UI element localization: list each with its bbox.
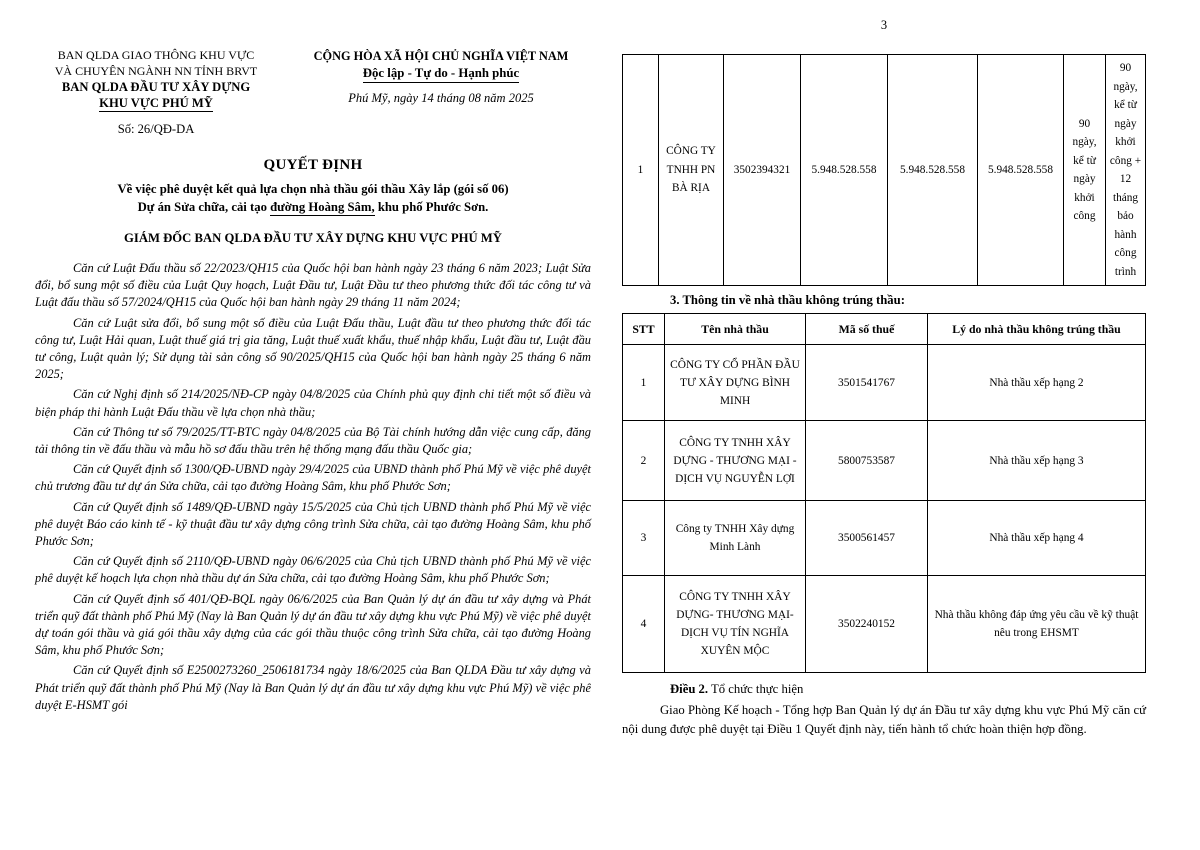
stt-cell: 4 xyxy=(623,576,665,673)
header-tax-id: Mã số thuế xyxy=(806,314,928,345)
section3-heading: 3. Thông tin về nhà thầu không trúng thầu: xyxy=(670,293,905,307)
national-header-block xyxy=(291,48,591,137)
org-name-line3: BAN QLDA ĐẦU TƯ XÂY DỰNG xyxy=(61,80,251,94)
winner-stt-cell: 1 xyxy=(623,55,659,286)
stt-cell: 2 xyxy=(623,421,665,501)
national-motto: Độc lập - Tự do - Hạnh phúc xyxy=(291,65,591,82)
legal-basis-paragraph: Căn cứ Quyết định số 1300/QĐ-UBND ngày 29/4/2025 của UBND thành phố Phú Mỹ về việc phê duyệt chủ trương đầu tư dự án Sửa chữa, cải tạo đường Hoàng Sâm, khu phố Phước Sơn; xyxy=(35,462,591,494)
winner-duration-cell: 90 ngày, kể từ ngày khởi công xyxy=(1064,55,1106,286)
table-row xyxy=(623,345,1146,421)
tax-id-cell: 3500561457 xyxy=(806,501,928,576)
issuer-line: GIÁM ĐỐC BAN QLDA ĐẦU TƯ XÂY DỰNG KHU VỰC PHÚ MỸ xyxy=(124,231,502,245)
left-page xyxy=(35,48,591,717)
header-stt: STT xyxy=(623,314,665,345)
org-name-line1: BAN QLDA GIAO THÔNG KHU VỰC xyxy=(57,48,255,62)
reason-cell: Nhà thầu không đáp ứng yêu cầu về kỹ thuật nêu trong EHSMT xyxy=(928,576,1146,673)
contractor-name-cell: CÔNG TY TNHH XÂY DỰNG- THƯƠNG MẠI-DỊCH VỤ TÍN NGHĨA XUYÊN MỘC xyxy=(665,576,806,673)
winning-contractor-row xyxy=(623,55,1146,286)
reason-cell: Nhà thầu xếp hạng 4 xyxy=(928,501,1146,576)
right-page xyxy=(622,18,1146,738)
legal-basis-section xyxy=(35,260,591,714)
org-name-line2: VÀ CHUYÊN NGÀNH NN TỈNH BRVT xyxy=(54,63,258,78)
tax-id-cell: 5800753587 xyxy=(806,421,928,501)
tax-id-cell: 3501541767 xyxy=(806,345,928,421)
winning-contractor-table xyxy=(622,54,1146,286)
stt-cell: 3 xyxy=(623,501,665,576)
table-row xyxy=(623,421,1146,501)
subtitle-line2: Dự án Sửa chữa, cải tạo đường Hoàng Sâm, khu phố Phước Sơn. xyxy=(137,199,489,214)
document-subtitle xyxy=(35,181,591,216)
underlined-road-name: đường Hoàng Sâm, xyxy=(270,199,375,214)
org-name-line4: KHU VỰC PHÚ MỸ xyxy=(99,96,213,110)
article2-body: Giao Phòng Kế hoạch - Tổng hợp Ban Quản lý dự án Đầu tư xây dựng khu vực Phú Mỹ căn cứ nội dung được phê duyệt tại Điều 1 Quyết định này, tiến hành tổ chức hoàn thiện hợp đồng. xyxy=(622,703,1146,736)
legal-basis-paragraph: Căn cứ Luật sửa đổi, bổ sung một số điều của Luật Đấu thầu, Luật đầu tư theo phương thức đối tác công tư, Luật Hải quan, Luật thuế giá trị gia tăng, Luật thuế xuất khẩu, thuế nhập khẩu, Luật đầu tư, Luật đầu tư công, Luật quản lý; Sử dụng tài sản công số 90/2025/QH15 của Quốc hội ban hành ngày 25 tháng 6 năm 2025; xyxy=(35,315,591,382)
winner-warranty-cell: 90 ngày, kể từ ngày khởi công + 12 tháng bảo hành công trình xyxy=(1106,55,1146,286)
issuing-org-block xyxy=(35,48,277,137)
article2-heading xyxy=(622,682,1146,697)
table-row xyxy=(623,501,1146,576)
title-block xyxy=(35,157,591,246)
non-winning-contractors-table xyxy=(622,313,1146,673)
tax-id-cell: 3502240152 xyxy=(806,576,928,673)
document-title: QUYẾT ĐỊNH xyxy=(263,157,363,173)
winner-name-cell: CÔNG TY TNHH PN BÀ RỊA xyxy=(659,55,724,286)
legal-basis-paragraph: Căn cứ Luật Đấu thầu số 22/2023/QH15 của Quốc hội ban hành ngày 23 tháng 6 năm 2023; Luật Sửa đổi, bổ sung một số điều của Luật Quy hoạch, Luật Đầu tư, Luật Đầu tư theo phương thức đối tác công tư và Luật đấu thầu số 57/2024/QH15 của Quốc hội ban hành ngày 29 tháng 11 năm 2024; xyxy=(35,261,591,310)
reason-cell: Nhà thầu xếp hạng 2 xyxy=(928,345,1146,421)
legal-basis-paragraph: Căn cứ Quyết định số 401/QĐ-BQL ngày 06/6/2025 của Ban Quản lý dự án đầu tư xây dựng và Phát triển quỹ đất thành phố Phú Mỹ (Nay là Ban Quản lý dự án đầu tư xây dựng khu vực Phú Mỹ) về việc phê duyệt dự toán gói thầu và giá gói thầu xây dựng của các gói thầu thuộc công trình Sửa chữa, cải tạo đường Hoàng Sâm, khu phố Phước Sơn; xyxy=(35,591,591,658)
document-header xyxy=(35,48,591,137)
document-dateline: Phú Mỹ, ngày 14 tháng 08 năm 2025 xyxy=(348,91,534,105)
header-contractor-name: Tên nhà thầu xyxy=(665,314,806,345)
stt-cell: 1 xyxy=(623,345,665,421)
winner-tax-id-cell: 3502394321 xyxy=(724,55,801,286)
contractor-name-cell: CÔNG TY CỔ PHẦN ĐẦU TƯ XÂY DỰNG BÌNH MINH xyxy=(665,345,806,421)
reason-cell: Nhà thầu xếp hạng 3 xyxy=(928,421,1146,501)
legal-basis-paragraph: Căn cứ Thông tư số 79/2025/TT-BTC ngày 04/8/2025 của Bộ Tài chính hướng dẫn việc cung cấp, đăng tải thông tin về đấu thầu và mẫu hồ sơ đấu thầu trên hệ thống mạng đấu thầu Quốc gia; xyxy=(35,424,591,457)
contractor-name-cell: Công ty TNHH Xây dựng Minh Lành xyxy=(665,501,806,576)
winner-bid-price-cell: 5.948.528.558 xyxy=(801,55,888,286)
winner-evaluated-price-cell: 5.948.528.558 xyxy=(888,55,978,286)
table-row xyxy=(623,576,1146,673)
article2-label: Điều 2. xyxy=(670,682,709,696)
header-reason: Lý do nhà thầu không trúng thầu xyxy=(928,314,1146,345)
legal-basis-paragraph: Căn cứ Quyết định số 1489/QĐ-UBND ngày 15/5/2025 của Chủ tịch UBND thành phố Phú Mỹ về việc phê duyệt Báo cáo kinh tế - kỹ thuật đầu tư xây dựng công trình Sửa chữa, cải tạo đường Hoàng Sâm, khu phố Phước Sơn; xyxy=(35,499,591,549)
page-number: 3 xyxy=(880,18,888,32)
subtitle-line1: Về việc phê duyệt kết quả lựa chọn nhà thầu gói thầu Xây lắp (gói số 06) xyxy=(117,182,509,196)
article2-title: Tổ chức thực hiện xyxy=(708,682,804,696)
contractor-name-cell: CÔNG TY TNHH XÂY DỰNG - THƯƠNG MẠI - DỊCH VỤ NGUYỄN LỢI xyxy=(665,421,806,501)
table-header-row xyxy=(623,314,1146,345)
legal-basis-paragraph: Căn cứ Quyết định số E2500273260_2506181734 ngày 18/6/2025 của Ban QLDA Đầu tư xây dựng và Phát triển quỹ đất thành phố Phú Mỹ (Nay là Ban Quản lý dự án đầu tư xây dựng khu vực Phú Mỹ) về việc phê duyệt E-HSMT gói xyxy=(35,663,591,712)
winner-award-price-cell: 5.948.528.558 xyxy=(978,55,1064,286)
national-title: CỘNG HÒA XÃ HỘI CHỦ NGHĨA VIỆT NAM xyxy=(313,49,569,63)
document-number: Số: 26/QĐ-DA xyxy=(117,122,195,136)
legal-basis-paragraph: Căn cứ Nghị định số 214/2025/NĐ-CP ngày 04/8/2025 của Chính phủ quy định chi tiết một số điều và biện pháp thi hành Luật Đấu thầu về lựa chọn nhà thầu; xyxy=(35,387,591,419)
legal-basis-paragraph: Căn cứ Quyết định số 2110/QĐ-UBND ngày 06/6/2025 của Chủ tịch UBND thành phố Phú Mỹ về việc phê duyệt kế hoạch lựa chọn nhà thầu dự án Sửa chữa, cải tạo đường Hoàng Sâm, khu phố Phước Sơn; xyxy=(35,554,591,586)
